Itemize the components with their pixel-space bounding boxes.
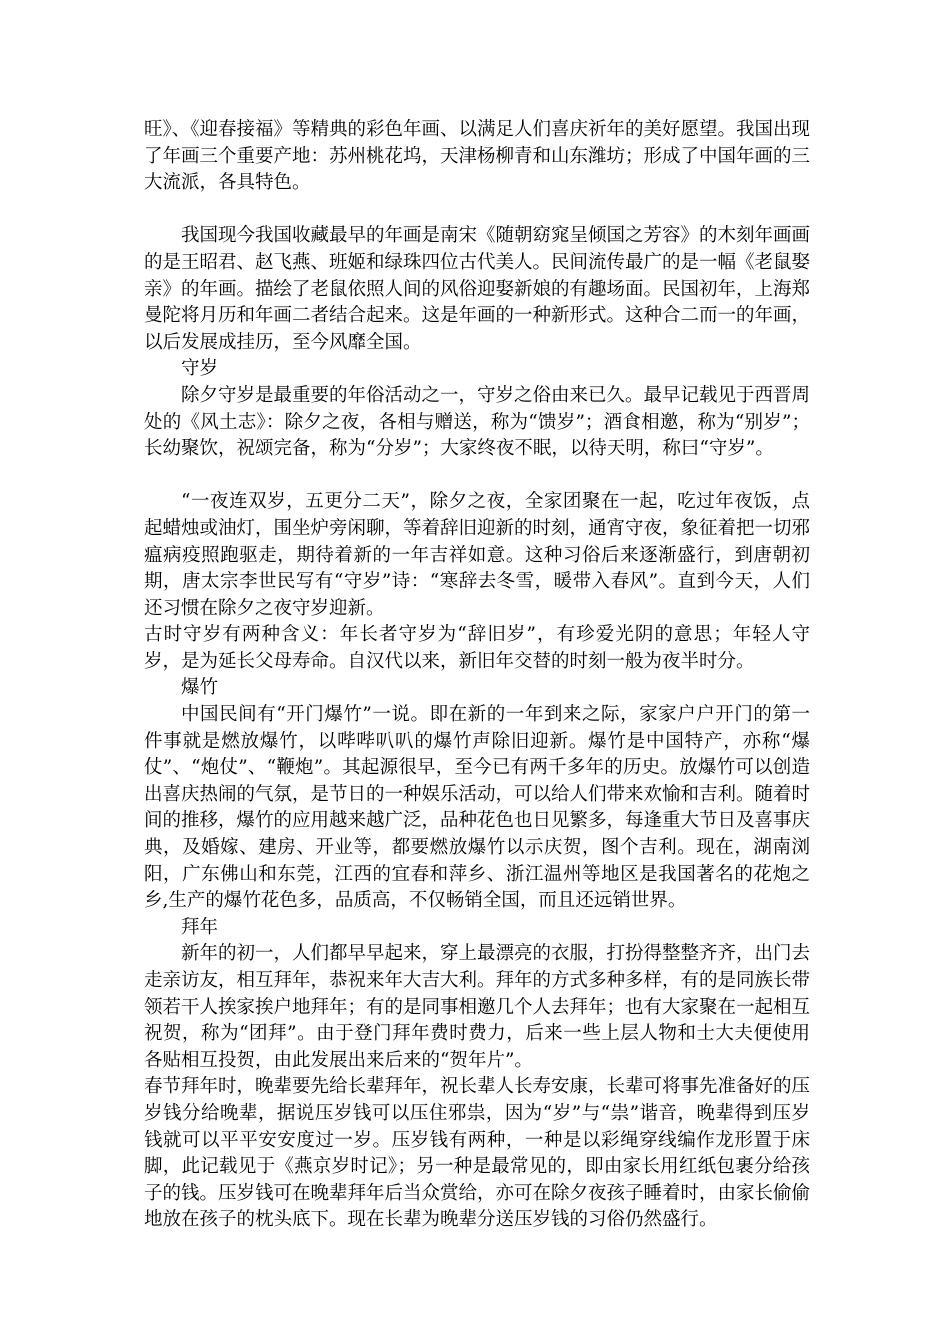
paragraph-shousui-origin: 除夕守岁是最重要的年俗活动之一，守岁之俗由来已久。最早记载见于西晋周处的《风土志》：除夕之夜，各相与赠送，称为“馈岁”；酒食相邀，称为“别岁”；长幼聚饮，祝颂完备，称为“分岁”；大家终夜不眠，以待天明，称曰“守岁”。 — [144, 384, 811, 460]
section-heading-baozhu: 爆竹 — [181, 677, 219, 699]
paragraph-nianhua-origin: 旺》、《迎春接福》等精典的彩色年画、以满足人们喜庆祈年的美好愿望。我国出现了年画三个重要产地：苏州桃花坞，天津杨柳青和山东潍坊；形成了中国年画的三大流派，各具特色。 — [144, 119, 811, 194]
section-heading-shousui: 守岁 — [181, 358, 219, 380]
paragraph-baozhu: 中国民间有“开门爆竹”一说。即在新的一年到来之际，家家户户开门的第一件事就是燃放爆竹，以哔哔叭叭的爆竹声除旧迎新。爆竹是中国特产，亦称“爆仗”、“炮仗”、“鞭炮”。其起源很早，至今已有两千多年的历史。放爆竹可以创造出喜庆热闹的气氛，是节日的一种娱乐活动，可以给人们带来欢愉和吉利。随着时间的推移，爆竹的应用越来越广泛，品种花色也日见繁多，每逢重大节日及喜事庆典，及婚嫁、建房、开业等，都要燃放爆竹以示庆贺，图个吉利。现在，湖南浏阳，广东佛山和东莞，江西的宜春和萍乡、浙江温州等地区是我国著名的花炮之乡,生产的爆竹花色多，品质高，不仅畅销全国，而且还远销世界。 — [144, 704, 811, 912]
paragraph-yasuiqian: 春节拜年时，晚辈要先给长辈拜年，祝长辈人长寿安康，长辈可将事先准备好的压岁钱分给晚辈，据说压岁钱可以压住邪祟，因为“岁”与“祟”谐音，晚辈得到压岁钱就可以平平安安度过一岁。压岁钱有两种，一种是以彩绳穿线编作龙形置于床脚，此记载见于《燕京岁时记》；另一种是最常见的，即由家长用红纸包裹分给孩子的钱。压岁钱可在晚辈拜年后当众赏给，亦可在除夕夜孩子睡着时，由家长偷偷地放在孩子的枕头底下。现在长辈为晚辈分送压岁钱的习俗仍然盛行。 — [144, 1076, 811, 1231]
blank-line — [144, 463, 810, 490]
paragraph-shousui-custom: “一夜连双岁，五更分二天”，除夕之夜，全家团聚在一起，吃过年夜饭，点起蜡烛或油灯，围坐炉旁闲聊，等着辞旧迎新的时刻，通宵守夜，象征着把一切邪瘟病疫照跑驱走，期待着新的一年吉祥如意。这种习俗后来逐渐盛行，到唐朝初期，唐太宗李世民写有“守岁”诗：“寒辞去冬雪，暖带入春风”。直到今天，人们还习惯在除夕之夜守岁迎新。 — [144, 491, 811, 619]
section-heading-bainian: 拜年 — [181, 916, 219, 938]
document-page — [144, 117, 810, 1234]
paragraph-shousui-meaning: 古时守岁有两种含义：年长者守岁为“辞旧岁”，有珍爱光阴的意思；年轻人守岁，是为延长父母寿命。自汉代以来，新旧年交替的时刻一般为夜半时分。 — [144, 624, 810, 672]
paragraph-bainian: 新年的初一，人们都早早起来，穿上最漂亮的衣服，打扮得整整齐齐，出门去走亲访友，相互拜年，恭祝来年大吉大利。拜年的方式多种多样，有的是同族长带领若干人挨家挨户地拜年；有的是同事相邀几个人去拜年；也有大家聚在一起相互祝贺，称为“团拜”。由于登门拜年费时费力，后来一些上层人物和士大夫便使用各贴相互投贺，由此发展出来后来的“贺年片”。 — [144, 943, 811, 1071]
paragraph-nianhua-history: 我国现今我国收藏最早的年画是南宋《随朝窈窕呈倾国之芳容》的木刻年画画的是王昭君、赵飞燕、班姬和绿珠四位古代美人。民间流传最广的是一幅《老鼠娶亲》的年画。描绘了老鼠依照人间的风俗迎娶新娘的有趣场面。民国初年，上海郑曼陀将月历和年画二者结合起来。这是年画的一种新形式。这种合二而一的年画，以后发展成挂历，至今风靡全国。 — [144, 225, 811, 353]
blank-line — [144, 197, 810, 224]
